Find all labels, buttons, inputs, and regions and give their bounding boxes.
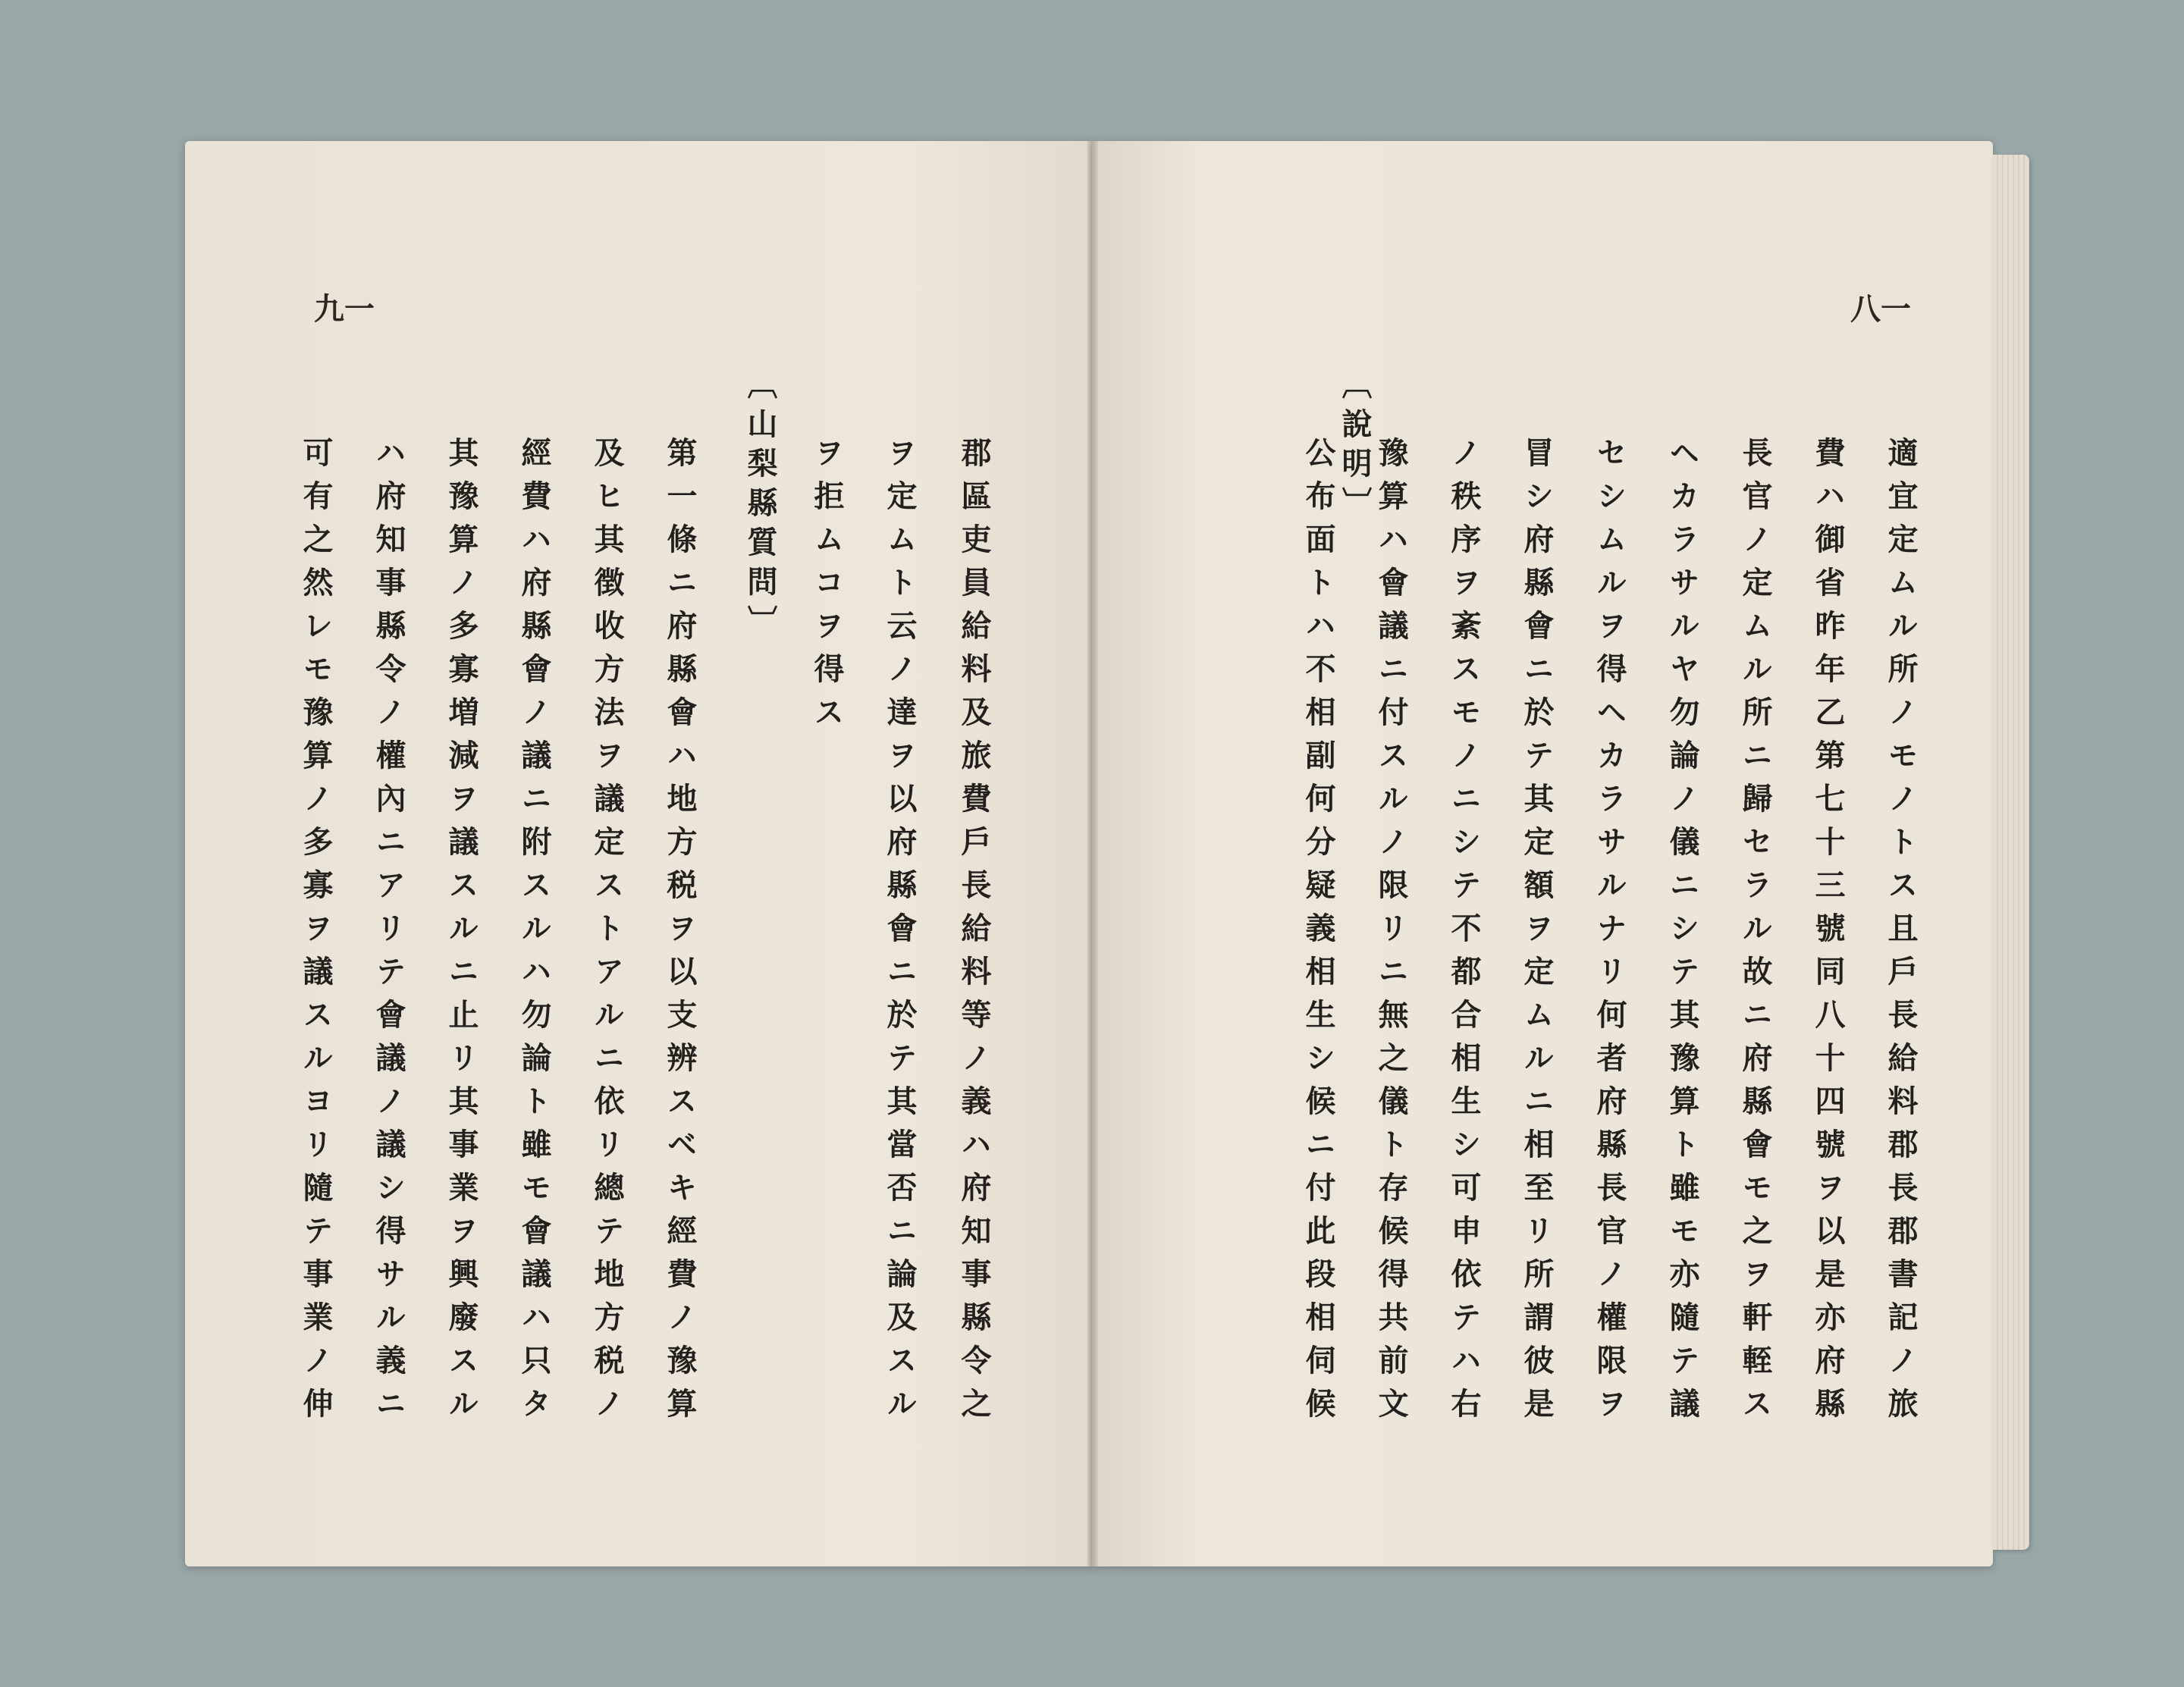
left-column-8: ハ府知事縣令ノ權內ニアリテ會議ノ議シ得サル義ニ <box>371 437 406 1431</box>
right-column-6: 冒シ府縣會ニ於テ其定額ヲ定ムルニ相至リ所謂彼是 <box>1519 437 1555 1431</box>
left-column-7: 其豫算ノ多寡増減ヲ議スルニ止リ其事業ヲ興廢スル <box>444 437 479 1431</box>
right-column-9: 公布面トハ不相副何分疑義相生シ候ニ付此段相伺候 <box>1301 437 1336 1431</box>
right-column-7: ノ秩序ヲ紊スモノニシテ不都合相生シ可申依テハ右 <box>1446 437 1482 1431</box>
book-gutter <box>1087 141 1098 1566</box>
right-column-1: 適宜定ムル所ノモノトス且戶長給料郡長郡書記ノ旅 <box>1883 437 1919 1431</box>
left-column-9: 可有之然レモ豫算ノ多寡ヲ議スルヨリ隨テ事業ノ伸 <box>298 437 334 1431</box>
right-column-8: 豫算ハ會議ニ付スルノ限リニ無之儀ト存候得共前文 <box>1373 437 1409 1431</box>
left-page-number: 九一 <box>314 291 375 327</box>
left-column-3: ヲ拒ムコヲ得ス <box>809 437 845 739</box>
left-column-6: 經費ハ府縣會ノ議ニ附スルハ勿論ト雖モ會議ハ只タ <box>516 437 552 1431</box>
left-column-5: 及ヒ其徴收方法ヲ議定ストアルニ依リ總テ地方税ノ <box>589 437 625 1431</box>
left-column-2: ヲ定ムト云ノ達ヲ以府縣會ニ於テ其當否ニ論及スル <box>882 437 918 1431</box>
right-column-3: 長官ノ定ムル所ニ歸セラル故ニ府縣會モ之ヲ軒輊ス <box>1737 437 1773 1431</box>
right-column-5: セシムルヲ得ヘカラサルナリ何者府縣長官ノ權限ヲ <box>1592 437 1627 1431</box>
right-column-2: 費ハ御省昨年乙第七十三號同八十四號ヲ以是亦府縣 <box>1810 437 1846 1431</box>
right-column-4: ヘカラサルヤ勿論ノ儀ニシテ其豫算ト雖モ亦隨テ議 <box>1665 437 1700 1431</box>
left-column-4: 第一條ニ府縣會ハ地方税ヲ以支辨スベキ經費ノ豫算 <box>662 437 698 1431</box>
right-page <box>1092 141 1993 1566</box>
right-page-heading: 〔說明〕 <box>1337 368 1373 526</box>
left-column-1: 郡區吏員給料及旅費戶長給料等ノ義ハ府知事縣令之 <box>956 437 992 1431</box>
page-edges <box>1993 155 2029 1550</box>
right-page-number: 八一 <box>1850 291 1911 327</box>
left-page-heading: 〔山梨縣質問〕 <box>742 368 778 644</box>
open-book <box>185 141 2029 1566</box>
left-page <box>185 141 1092 1566</box>
